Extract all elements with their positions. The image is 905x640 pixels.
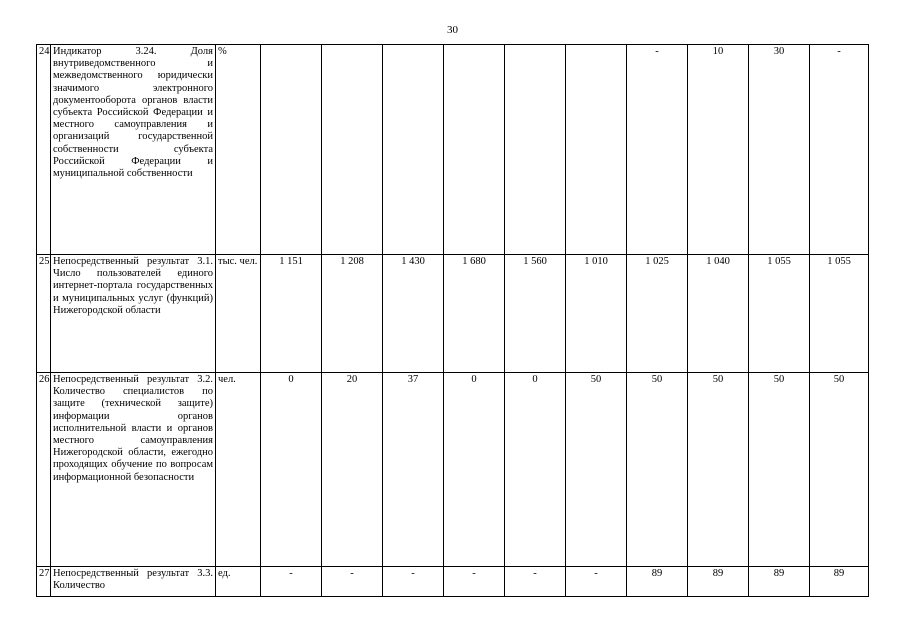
- unit-cell: тыс. чел.: [216, 255, 261, 373]
- table-row: [37, 45, 869, 255]
- value-cell: 1 151: [261, 255, 322, 373]
- value-cell: 1 010: [566, 255, 627, 373]
- row-number: 27: [37, 567, 51, 597]
- row-number: 25: [37, 255, 51, 373]
- value-cell: 50: [627, 373, 688, 567]
- indicator-description: Непосредственный результат 3.2. Количество специалистов по защите (технической защите) информации органов исполнительной власти и органов местного самоуправления Нижегородской области, ежегодно проходящих обучение по вопросам информационной безопасности: [51, 373, 216, 567]
- value-cell: -: [444, 567, 505, 597]
- value-cell: [261, 45, 322, 255]
- table-row: [37, 567, 869, 597]
- value-cell: 89: [688, 567, 749, 597]
- unit-cell: чел.: [216, 373, 261, 567]
- value-cell: 1 560: [505, 255, 566, 373]
- value-cell: 0: [505, 373, 566, 567]
- value-cell: [444, 45, 505, 255]
- value-cell: 1 680: [444, 255, 505, 373]
- page-number: 30: [447, 24, 458, 36]
- value-cell: 50: [688, 373, 749, 567]
- value-cell: 1 208: [322, 255, 383, 373]
- value-cell: [383, 45, 444, 255]
- value-cell: -: [505, 567, 566, 597]
- value-cell: 50: [749, 373, 810, 567]
- indicator-description: Непосредственный результат 3.1. Число пользователей единого интернет-портала государственных и муниципальных услуг (функций) Нижегородской области: [51, 255, 216, 373]
- value-cell: 89: [810, 567, 869, 597]
- value-cell: 1 025: [627, 255, 688, 373]
- table-row: [37, 373, 869, 567]
- value-cell: -: [383, 567, 444, 597]
- value-cell: -: [322, 567, 383, 597]
- value-cell: 1 040: [688, 255, 749, 373]
- value-cell: -: [261, 567, 322, 597]
- value-cell: [566, 45, 627, 255]
- unit-cell: ед.: [216, 567, 261, 597]
- value-cell: 0: [444, 373, 505, 567]
- indicator-description: Непосредственный результат 3.3. Количество: [51, 567, 216, 597]
- value-cell: 1 430: [383, 255, 444, 373]
- value-cell: -: [627, 45, 688, 255]
- value-cell: [322, 45, 383, 255]
- table-row: [37, 255, 869, 373]
- value-cell: 89: [627, 567, 688, 597]
- value-cell: 50: [566, 373, 627, 567]
- value-cell: 0: [261, 373, 322, 567]
- value-cell: 30: [749, 45, 810, 255]
- value-cell: 1 055: [810, 255, 869, 373]
- value-cell: 37: [383, 373, 444, 567]
- value-cell: 20: [322, 373, 383, 567]
- value-cell: [505, 45, 566, 255]
- value-cell: 89: [749, 567, 810, 597]
- value-cell: 10: [688, 45, 749, 255]
- row-number: 24: [37, 45, 51, 255]
- value-cell: -: [810, 45, 869, 255]
- indicators-table: [36, 44, 869, 597]
- value-cell: 50: [810, 373, 869, 567]
- row-number: 26: [37, 373, 51, 567]
- value-cell: 1 055: [749, 255, 810, 373]
- unit-cell: %: [216, 45, 261, 255]
- indicator-description: Индикатор 3.24. Доля внутриведомственного и межведомственного юридически значимого электронного документооборота органов власти субъекта Российской Федерации и местного самоуправления и организаций государственной собственности субъекта Российской Федерации и муниципальной собственности: [51, 45, 216, 255]
- value-cell: -: [566, 567, 627, 597]
